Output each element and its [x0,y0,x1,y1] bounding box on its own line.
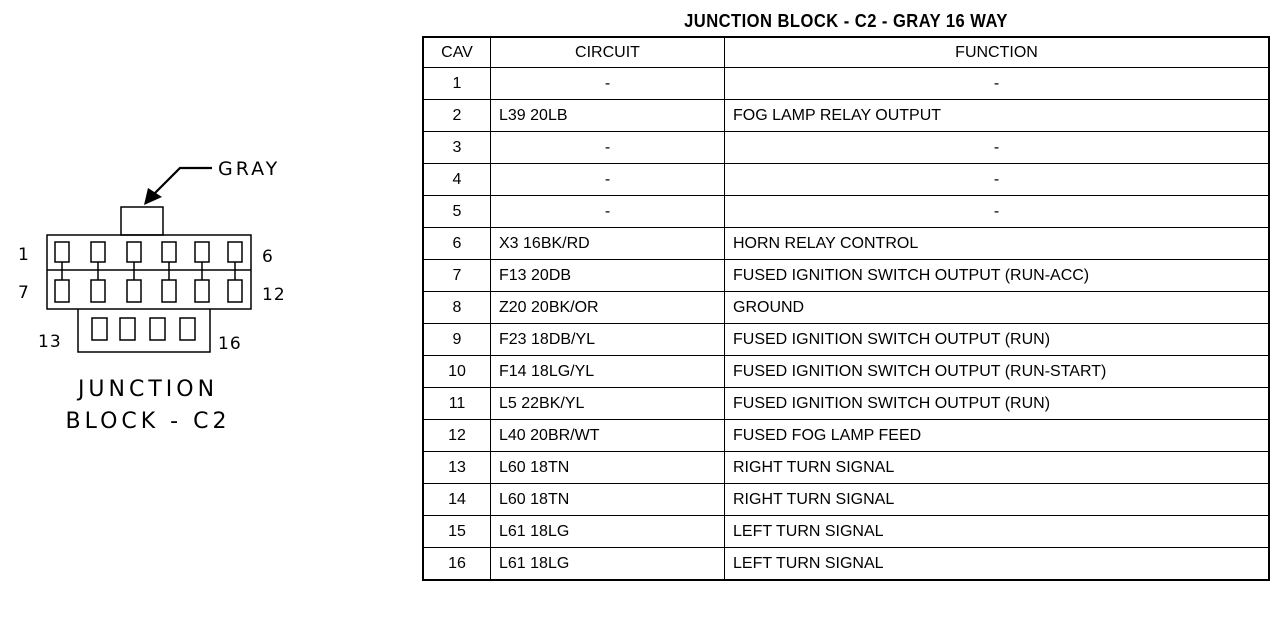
cell-cav: 1 [423,68,491,100]
cell-cav: 2 [423,100,491,132]
cell-circuit: L39 20LB [491,100,725,132]
pin-cavity-8 [91,270,105,302]
pin-cavity-12 [228,270,242,302]
table-row [423,548,1269,581]
cell-function: - [725,68,1270,100]
cell-circuit: F23 18DB/YL [491,324,725,356]
cell-cav: 6 [423,228,491,260]
table-row [423,420,1269,452]
cell-function: FUSED IGNITION SWITCH OUTPUT (RUN) [725,324,1270,356]
pin-cavity-4 [162,242,176,270]
cell-circuit: F14 18LG/YL [491,356,725,388]
table-row [423,132,1269,164]
pin-cavity-14 [120,318,135,340]
table-row [423,228,1269,260]
cell-circuit: - [491,132,725,164]
cell-circuit: Z20 20BK/OR [491,292,725,324]
cell-function: FUSED FOG LAMP FEED [725,420,1270,452]
pin-cavity-6 [228,242,242,270]
connector-color-label: GRAY [218,158,281,180]
pin-cavity-2 [91,242,105,270]
pin-number-12: 12 [262,285,286,305]
cell-cav: 3 [423,132,491,164]
cell-function: GROUND [725,292,1270,324]
cell-function: HORN RELAY CONTROL [725,228,1270,260]
cell-circuit: L60 18TN [491,484,725,516]
cell-function: FOG LAMP RELAY OUTPUT [725,100,1270,132]
table-row [423,260,1269,292]
pin-number-16: 16 [218,334,242,354]
pin-number-1: 1 [18,245,30,265]
pin-cavity-3 [127,242,141,270]
connector-housing [47,207,251,352]
cell-circuit: L40 20BR/WT [491,420,725,452]
pin-number-7: 7 [18,283,30,303]
pin-cavity-13 [92,318,107,340]
table-row [423,356,1269,388]
pin-cavity-1 [55,242,69,270]
cell-cav: 11 [423,388,491,420]
cell-function: LEFT TURN SIGNAL [725,548,1270,581]
cell-circuit: - [491,68,725,100]
cell-cav: 5 [423,196,491,228]
cell-function: LEFT TURN SIGNAL [725,516,1270,548]
table-row [423,68,1269,100]
cell-function: RIGHT TURN SIGNAL [725,452,1270,484]
cell-function: FUSED IGNITION SWITCH OUTPUT (RUN) [725,388,1270,420]
table-row [423,452,1269,484]
cell-circuit: - [491,164,725,196]
table-body [423,68,1269,581]
table-row [423,164,1269,196]
cell-circuit: L61 18LG [491,516,725,548]
header-cav: CAV [423,37,491,68]
pin-cavity-16 [180,318,195,340]
cell-circuit: L61 18LG [491,548,725,581]
cell-circuit: - [491,196,725,228]
table-row [423,516,1269,548]
table-row [423,324,1269,356]
table-row [423,100,1269,132]
cell-cav: 14 [423,484,491,516]
cell-function: FUSED IGNITION SWITCH OUTPUT (RUN-START) [725,356,1270,388]
table-row [423,196,1269,228]
pin-cavity-15 [150,318,165,340]
pin-cavity-11 [195,270,209,302]
cell-cav: 8 [423,292,491,324]
header-circuit: CIRCUIT [491,37,725,68]
cell-cav: 13 [423,452,491,484]
cell-function: - [725,132,1270,164]
cell-cav: 9 [423,324,491,356]
cell-function: RIGHT TURN SIGNAL [725,484,1270,516]
pin-cavity-5 [195,242,209,270]
cell-cav: 7 [423,260,491,292]
pinout-table [422,36,1270,581]
pin-number-13: 13 [38,332,62,352]
cell-cav: 4 [423,164,491,196]
table-row [423,484,1269,516]
connector-caption-line-2: BLOCK - C2 [65,409,231,434]
connector-diagram [0,0,300,460]
pin-cavity-9 [127,270,141,302]
cell-circuit: L60 18TN [491,452,725,484]
table-header-row [423,37,1269,68]
cell-function: - [725,196,1270,228]
pin-number-6: 6 [262,247,274,267]
cell-cav: 12 [423,420,491,452]
pin-cavity-7 [55,270,69,302]
table-row [423,292,1269,324]
pin-cavity-10 [162,270,176,302]
cell-function: FUSED IGNITION SWITCH OUTPUT (RUN-ACC) [725,260,1270,292]
cell-circuit: F13 20DB [491,260,725,292]
header-function: FUNCTION [725,37,1270,68]
table-row [423,388,1269,420]
cell-cav: 16 [423,548,491,581]
table-title: JUNCTION BLOCK - C2 - GRAY 16 WAY [684,11,1008,31]
cell-circuit: X3 16BK/RD [491,228,725,260]
pin-cavities [55,242,242,340]
cell-cav: 15 [423,516,491,548]
cell-circuit: L5 22BK/YL [491,388,725,420]
cell-cav: 10 [423,356,491,388]
cell-function: - [725,164,1270,196]
gray-pointer-arrow [144,168,212,205]
connector-caption-line-1: JUNCTION [77,377,219,402]
